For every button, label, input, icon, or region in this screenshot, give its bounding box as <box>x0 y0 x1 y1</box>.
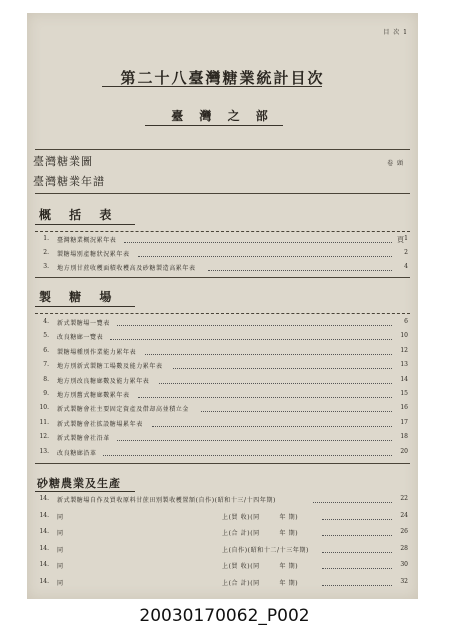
toc-row-page: 17 <box>400 418 408 426</box>
toc-row-page: 22 <box>400 495 408 502</box>
toc-row-page: 16 <box>400 404 408 412</box>
toc-row-number: 6. <box>43 346 49 354</box>
toc-row <box>35 332 408 344</box>
toc-row-number: 1. <box>43 235 49 242</box>
toc-row-number: 14. <box>39 561 49 568</box>
toc-row-title: 同 <box>57 546 64 554</box>
region-heading: 臺 灣 之 部 <box>171 109 274 123</box>
toc-row-page: 12 <box>400 346 408 354</box>
toc-row-title: 新式製糖會社沿革 <box>57 435 110 443</box>
toc-row <box>35 361 408 373</box>
toc-row-title: 地方別改良糖廍數及能力累年表 <box>57 377 150 385</box>
toc-row-number: 4. <box>43 318 49 325</box>
toc-dot-leader <box>201 411 392 412</box>
toc-dot-leader <box>117 325 392 326</box>
toc-dot-leader <box>322 552 392 553</box>
toc-row <box>35 495 408 507</box>
toc-row-title: 新式製糖會社主要固定資產及借却高並積立金 <box>57 406 190 414</box>
toc-dot-leader <box>159 383 392 384</box>
section-title: 砂糖農業及生產 <box>37 477 121 490</box>
section-title: 概 括 表 <box>39 208 119 222</box>
toc-row-page: 1 <box>404 235 408 242</box>
toc-row-page: 30 <box>400 561 408 568</box>
toc-row-number: 5. <box>43 332 49 340</box>
toc-row-number: 14. <box>39 511 49 519</box>
toc-dot-leader <box>124 242 392 243</box>
toc-row-title: 同 <box>57 530 64 537</box>
toc-row-subtitle: 上(合 計)(同 年 期) <box>222 579 299 587</box>
toc-dot-leader <box>322 568 392 569</box>
toc-row <box>35 433 408 445</box>
toc-row-page: 14 <box>400 375 408 383</box>
toc-row-subtitle: 上(買 收)(同 年 期) <box>222 513 299 521</box>
page-column-label: 頁 <box>397 236 404 244</box>
title-underline <box>102 86 322 87</box>
map-item-2: 臺灣糖業年譜 <box>33 175 105 188</box>
toc-dot-leader <box>313 502 392 503</box>
toc-row-title: 製糖場別產糖狀況累年表 <box>57 251 130 258</box>
toc-row-title: 同 <box>57 563 64 570</box>
toc-row-page: 32 <box>400 577 408 585</box>
toc-row-title: 地方別甘蔗收穫面積收穫高及砂糖製造高累年表 <box>57 265 196 272</box>
toc-row-title: 改良糖廍沿革 <box>57 449 97 457</box>
toc-row <box>35 235 408 247</box>
toc-row <box>35 390 408 402</box>
toc-row-title: 改良糖廍一覽表 <box>57 334 104 342</box>
toc-row-title: 新式製糖場一覽表 <box>57 320 110 327</box>
toc-row-number: 14. <box>39 577 49 585</box>
toc-row-number: 10. <box>39 404 49 412</box>
divider <box>35 149 410 150</box>
toc-dot-leader <box>117 440 392 441</box>
toc-row-number: 13. <box>39 447 49 455</box>
toc-row-page: 13 <box>400 361 408 369</box>
toc-row-page: 10 <box>400 332 408 340</box>
toc-dot-leader <box>173 368 392 369</box>
document-title: 第二十八臺灣糖業統計目次 <box>120 69 325 87</box>
toc-row-page: 20 <box>400 447 408 455</box>
toc-dot-leader <box>322 535 392 536</box>
toc-row-title: 地方別新式製糖工場數及能力累年表 <box>57 363 163 371</box>
document-page <box>27 13 418 599</box>
toc-row-page: 24 <box>400 511 408 519</box>
page-header-label: 目 次 1 <box>383 29 408 36</box>
toc-row-page: 2 <box>404 249 408 256</box>
toc-dot-leader <box>322 519 392 520</box>
toc-row-number: 7. <box>43 361 49 369</box>
toc-row <box>35 512 408 524</box>
divider <box>35 277 410 278</box>
toc-row-title: 同 <box>57 579 64 587</box>
toc-row-number: 8. <box>43 375 49 383</box>
toc-row <box>35 528 408 540</box>
toc-row-number: 2. <box>43 249 49 256</box>
toc-row-title: 臺灣糖業概況累年表 <box>57 237 117 244</box>
toc-dot-leader <box>152 426 392 427</box>
toc-row <box>35 545 408 557</box>
toc-row-number: 14. <box>39 495 49 502</box>
toc-row-page: 26 <box>400 528 408 535</box>
divider <box>35 231 410 232</box>
toc-row-title: 地方別舊式糖廍數累年表 <box>57 392 130 399</box>
toc-row <box>35 347 408 359</box>
toc-row <box>35 263 408 275</box>
section-underline <box>35 306 135 307</box>
toc-row-title: 新式製糖會社拡設糖場累年表 <box>57 420 143 428</box>
toc-row-page: 28 <box>400 544 408 552</box>
divider <box>35 193 410 194</box>
toc-row-title: 新式製糖場自作及買收原料甘蔗田別製收穫置額(自作)(昭和十三/十四年期) <box>57 497 276 504</box>
toc-row <box>35 404 408 416</box>
toc-row <box>35 376 408 388</box>
toc-row-number: 11. <box>39 418 49 426</box>
toc-row-page: 6 <box>404 318 408 325</box>
toc-row <box>35 561 408 573</box>
section-title: 製 糖 場 <box>39 290 119 304</box>
toc-row-page: 18 <box>400 433 408 441</box>
divider <box>35 463 410 464</box>
frontispiece-label: 卷 頭 <box>387 160 404 167</box>
toc-row <box>35 419 408 431</box>
toc-dot-leader <box>208 270 392 271</box>
divider <box>35 313 410 314</box>
toc-row-number: 12. <box>39 433 49 441</box>
section-underline <box>35 224 135 225</box>
toc-row <box>35 318 408 330</box>
toc-row <box>35 448 408 460</box>
toc-row-subtitle: 上(買 收)(同 年 期) <box>222 563 299 570</box>
toc-row-number: 14. <box>39 544 49 552</box>
toc-dot-leader <box>103 455 392 456</box>
toc-row-number: 14. <box>39 528 49 535</box>
region-underline <box>145 125 283 126</box>
toc-dot-leader <box>145 354 392 355</box>
toc-dot-leader <box>110 339 392 340</box>
toc-dot-leader <box>322 585 392 586</box>
toc-row-title: 同 <box>57 513 64 521</box>
toc-row-page: 4 <box>404 263 408 270</box>
toc-row-subtitle: 上(合 計)(同 年 期) <box>222 530 299 537</box>
image-caption: 20030170062_P002 <box>139 606 310 626</box>
toc-row-subtitle: 上(自作)(昭和十二/十三年期) <box>222 546 309 554</box>
toc-row-number: 9. <box>43 390 49 397</box>
map-item-1: 臺灣糖業圖 <box>33 155 93 168</box>
toc-row <box>35 249 408 261</box>
section-underline <box>35 491 135 492</box>
toc-row-page: 15 <box>400 390 408 397</box>
toc-row-title: 製糖場種別作業能力累年表 <box>57 348 137 356</box>
toc-row-number: 3. <box>43 263 49 270</box>
toc-dot-leader <box>138 256 392 257</box>
toc-dot-leader <box>138 397 392 398</box>
toc-row <box>35 578 408 590</box>
